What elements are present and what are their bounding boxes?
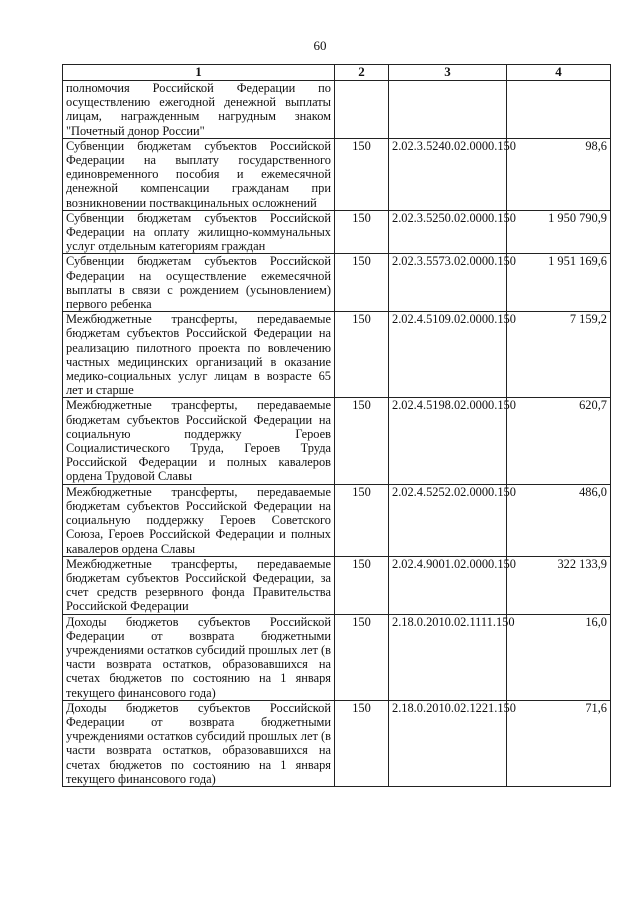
row-classification-code: 2.02.4.9001.02.0000.150 [389,556,507,614]
table-row [63,254,611,312]
column-header-2: 2 [335,65,389,81]
row-kind-code: 150 [335,700,389,786]
table-row [63,81,611,139]
row-description: Межбюджетные трансферты, передаваемые бюджетам субъектов Российской Федерации на реализацию пилотного проекта по вовлечению частных медицинских организаций в оказание медико-социальных услуг лицам в возрасте 65 лет и старше [63,312,335,398]
column-header-4: 4 [507,65,611,81]
column-header-1: 1 [63,65,335,81]
row-kind-code: 150 [335,210,389,254]
row-amount: 1 950 790,9 [507,210,611,254]
table-row [63,312,611,398]
table-row [63,700,611,786]
revenue-table [62,64,611,787]
table-row [63,614,611,700]
table-row [63,484,611,556]
table-row [63,398,611,484]
row-description: Межбюджетные трансферты, передаваемые бюджетам субъектов Российской Федерации, за счет средств резервного фонда Правительства Российской Федерации [63,556,335,614]
row-description: Межбюджетные трансферты, передаваемые бюджетам субъектов Российской Федерации на социальную поддержку Героев Советского Союза, Героев Российской Федерации и полных кавалеров ордена Славы [63,484,335,556]
row-amount: 16,0 [507,614,611,700]
row-amount: 620,7 [507,398,611,484]
row-classification-code: 2.02.3.5573.02.0000.150 [389,254,507,312]
row-description: Субвенции бюджетам субъектов Российской Федерации на выплату государственного единовременного пособия и ежемесячной денежной компенсации гражданам при возникновении поствакцинальных осложнений [63,138,335,210]
row-classification-code: 2.02.3.5240.02.0000.150 [389,138,507,210]
row-kind-code: 150 [335,614,389,700]
row-description: Межбюджетные трансферты, передаваемые бюджетам субъектов Российской Федерации на социальную поддержку Героев Социалистического Труда, Героев Труда Российской Федерации и полных кавалеров ордена Трудовой Славы [63,398,335,484]
row-classification-code: 2.02.4.5252.02.0000.150 [389,484,507,556]
row-kind-code: 150 [335,254,389,312]
row-kind-code: 150 [335,312,389,398]
row-amount: 7 159,2 [507,312,611,398]
row-description: Доходы бюджетов субъектов Российской Федерации от возврата бюджетными учреждениями остатков субсидий прошлых лет (в части возврата остатков, образовавшихся на счетах бюджетов по состоянию на 1 января текущего финансового года) [63,614,335,700]
row-kind-code: 150 [335,398,389,484]
page-number: 60 [313,38,327,53]
row-classification-code [389,81,507,139]
row-classification-code: 2.18.0.2010.02.1111.150 [389,614,507,700]
row-amount: 98,6 [507,138,611,210]
table-row [63,556,611,614]
row-description: Субвенции бюджетам субъектов Российской Федерации на оплату жилищно-коммунальных услуг отдельным категориям граждан [63,210,335,254]
row-kind-code [335,81,389,139]
table-row [63,210,611,254]
row-classification-code: 2.02.3.5250.02.0000.150 [389,210,507,254]
column-header-3: 3 [389,65,507,81]
row-classification-code: 2.02.4.5198.02.0000.150 [389,398,507,484]
table-header-row [63,65,611,81]
row-kind-code: 150 [335,138,389,210]
row-description: Доходы бюджетов субъектов Российской Федерации от возврата бюджетными учреждениями остатков субсидий прошлых лет (в части возврата остатков, образовавшихся на счетах бюджетов по состоянию на 1 января текущего финансового года) [63,700,335,786]
row-amount: 322 133,9 [507,556,611,614]
row-kind-code: 150 [335,484,389,556]
row-amount: 486,0 [507,484,611,556]
table-row [63,138,611,210]
row-amount [507,81,611,139]
row-classification-code: 2.02.4.5109.02.0000.150 [389,312,507,398]
row-amount: 1 951 169,6 [507,254,611,312]
row-amount: 71,6 [507,700,611,786]
row-description: полномочия Российской Федерации по осуществлению ежегодной денежной выплаты лицам, награжденным нагрудным знаком "Почетный донор России" [63,81,335,139]
row-classification-code: 2.18.0.2010.02.1221.150 [389,700,507,786]
row-description: Субвенции бюджетам субъектов Российской Федерации на осуществление ежемесячной выплаты в связи с рождением (усыновлением) первого ребенка [63,254,335,312]
row-kind-code: 150 [335,556,389,614]
